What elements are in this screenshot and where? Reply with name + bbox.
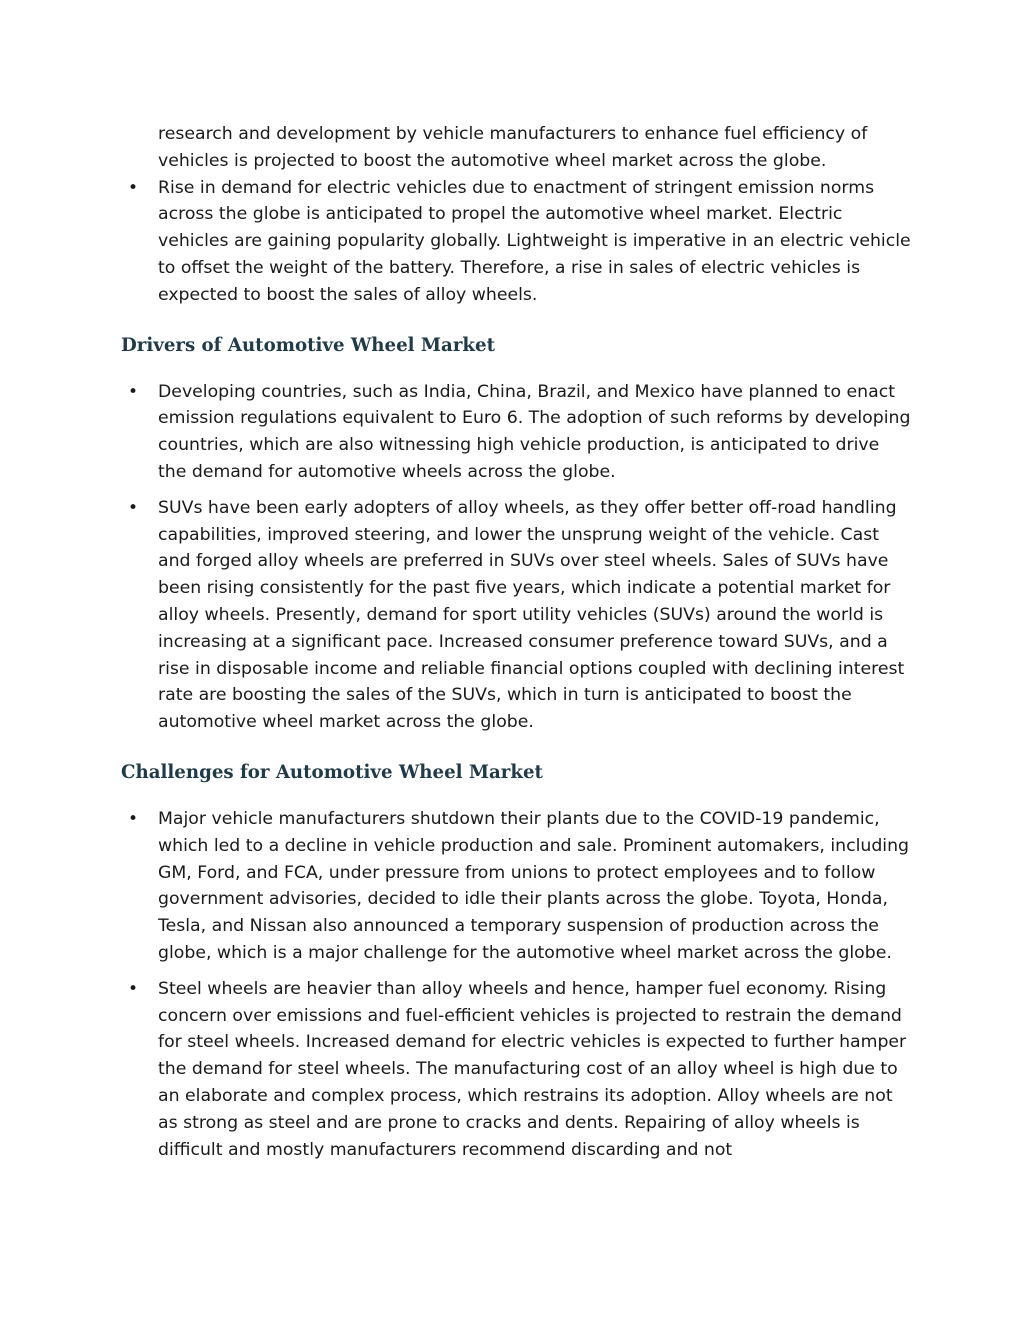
list-item (121, 976, 911, 1164)
list-item (121, 379, 911, 486)
bullet-icon: • (128, 177, 139, 198)
bullet-icon: • (128, 978, 139, 999)
list-item (121, 175, 911, 309)
paragraph-text: SUVs have been early adopters of alloy wheels, as they offer better off-road handling capabilities, improved steering, and lower the unsprung weight of the vehicle. Cast and forged alloy wheels are preferred in SUVs over steel wheels. Sales of SUVs have been rising consistently for the past five years, which indicate a potential market for alloy wheels. Presently, demand for sport utility vehicles (SUVs) around the world is increasing at a significant pace. Increased consumer preference toward SUVs, and a rise in disposable income and reliable financial options coupled with declining interest rate are boosting the sales of the SUVs, which in turn is anticipated to boost the automotive wheel market across the globe. (158, 497, 905, 733)
list-item (121, 806, 911, 967)
paragraph-text: Developing countries, such as India, China, Brazil, and Mexico have planned to enact emission regulations equivalent to Euro 6. The adoption of such reforms by developing countries, which are also witnessing high vehicle production, is anticipated to drive the demand for automotive wheels across the globe. (158, 381, 911, 482)
paragraph-text: Steel wheels are heavier than alloy wheels and hence, hamper fuel economy. Rising concern over emissions and fuel-efficient vehicles is projected to restrain the demand for steel wheels. Increased demand for electric vehicles is expected to further hamper the demand for steel wheels. The manufacturing cost of an alloy wheel is high due to an elaborate and complex process, which restrains its adoption. Alloy wheels are not as strong as steel and are prone to cracks and dents. Repairing of alloy wheels is difficult and mostly manufacturers recommend discarding and not (158, 978, 907, 1160)
bullet-icon: • (128, 381, 139, 402)
paragraph-text: research and development by vehicle manufacturers to enhance fuel efficiency of vehicles is projected to boost the automotive wheel market across the globe. (158, 124, 868, 171)
bullet-icon: • (128, 808, 139, 829)
drivers-list (121, 379, 911, 736)
bullet-icon: • (128, 497, 139, 518)
list-item (121, 121, 911, 175)
document-body (121, 121, 911, 1172)
challenges-list (121, 806, 911, 1163)
intro-list (121, 121, 911, 309)
paragraph-text: Rise in demand for electric vehicles due to enactment of stringent emission norms across the globe is anticipated to propel the automotive wheel market. Electric vehicles are gaining popularity globally. Lightweight is imperative in an electric vehicle to offset the weight of the battery. Therefore, a rise in sales of electric vehicles is expected to boost the sales of alloy wheels. (158, 177, 911, 305)
section-heading-challenges: Challenges for Automotive Wheel Market (121, 761, 543, 783)
section-heading-drivers: Drivers of Automotive Wheel Market (121, 334, 495, 356)
paragraph-text: Major vehicle manufacturers shutdown their plants due to the COVID-19 pandemic, which led to a decline in vehicle production and sale. Prominent automakers, including GM, Ford, and FCA, under pressure from unions to protect employees and to follow government advisories, decided to idle their plants across the globe. Toyota, Honda, Tesla, and Nissan also announced a temporary suspension of production across the globe, which is a major challenge for the automotive wheel market across the globe. (158, 808, 910, 963)
list-item (121, 495, 911, 736)
